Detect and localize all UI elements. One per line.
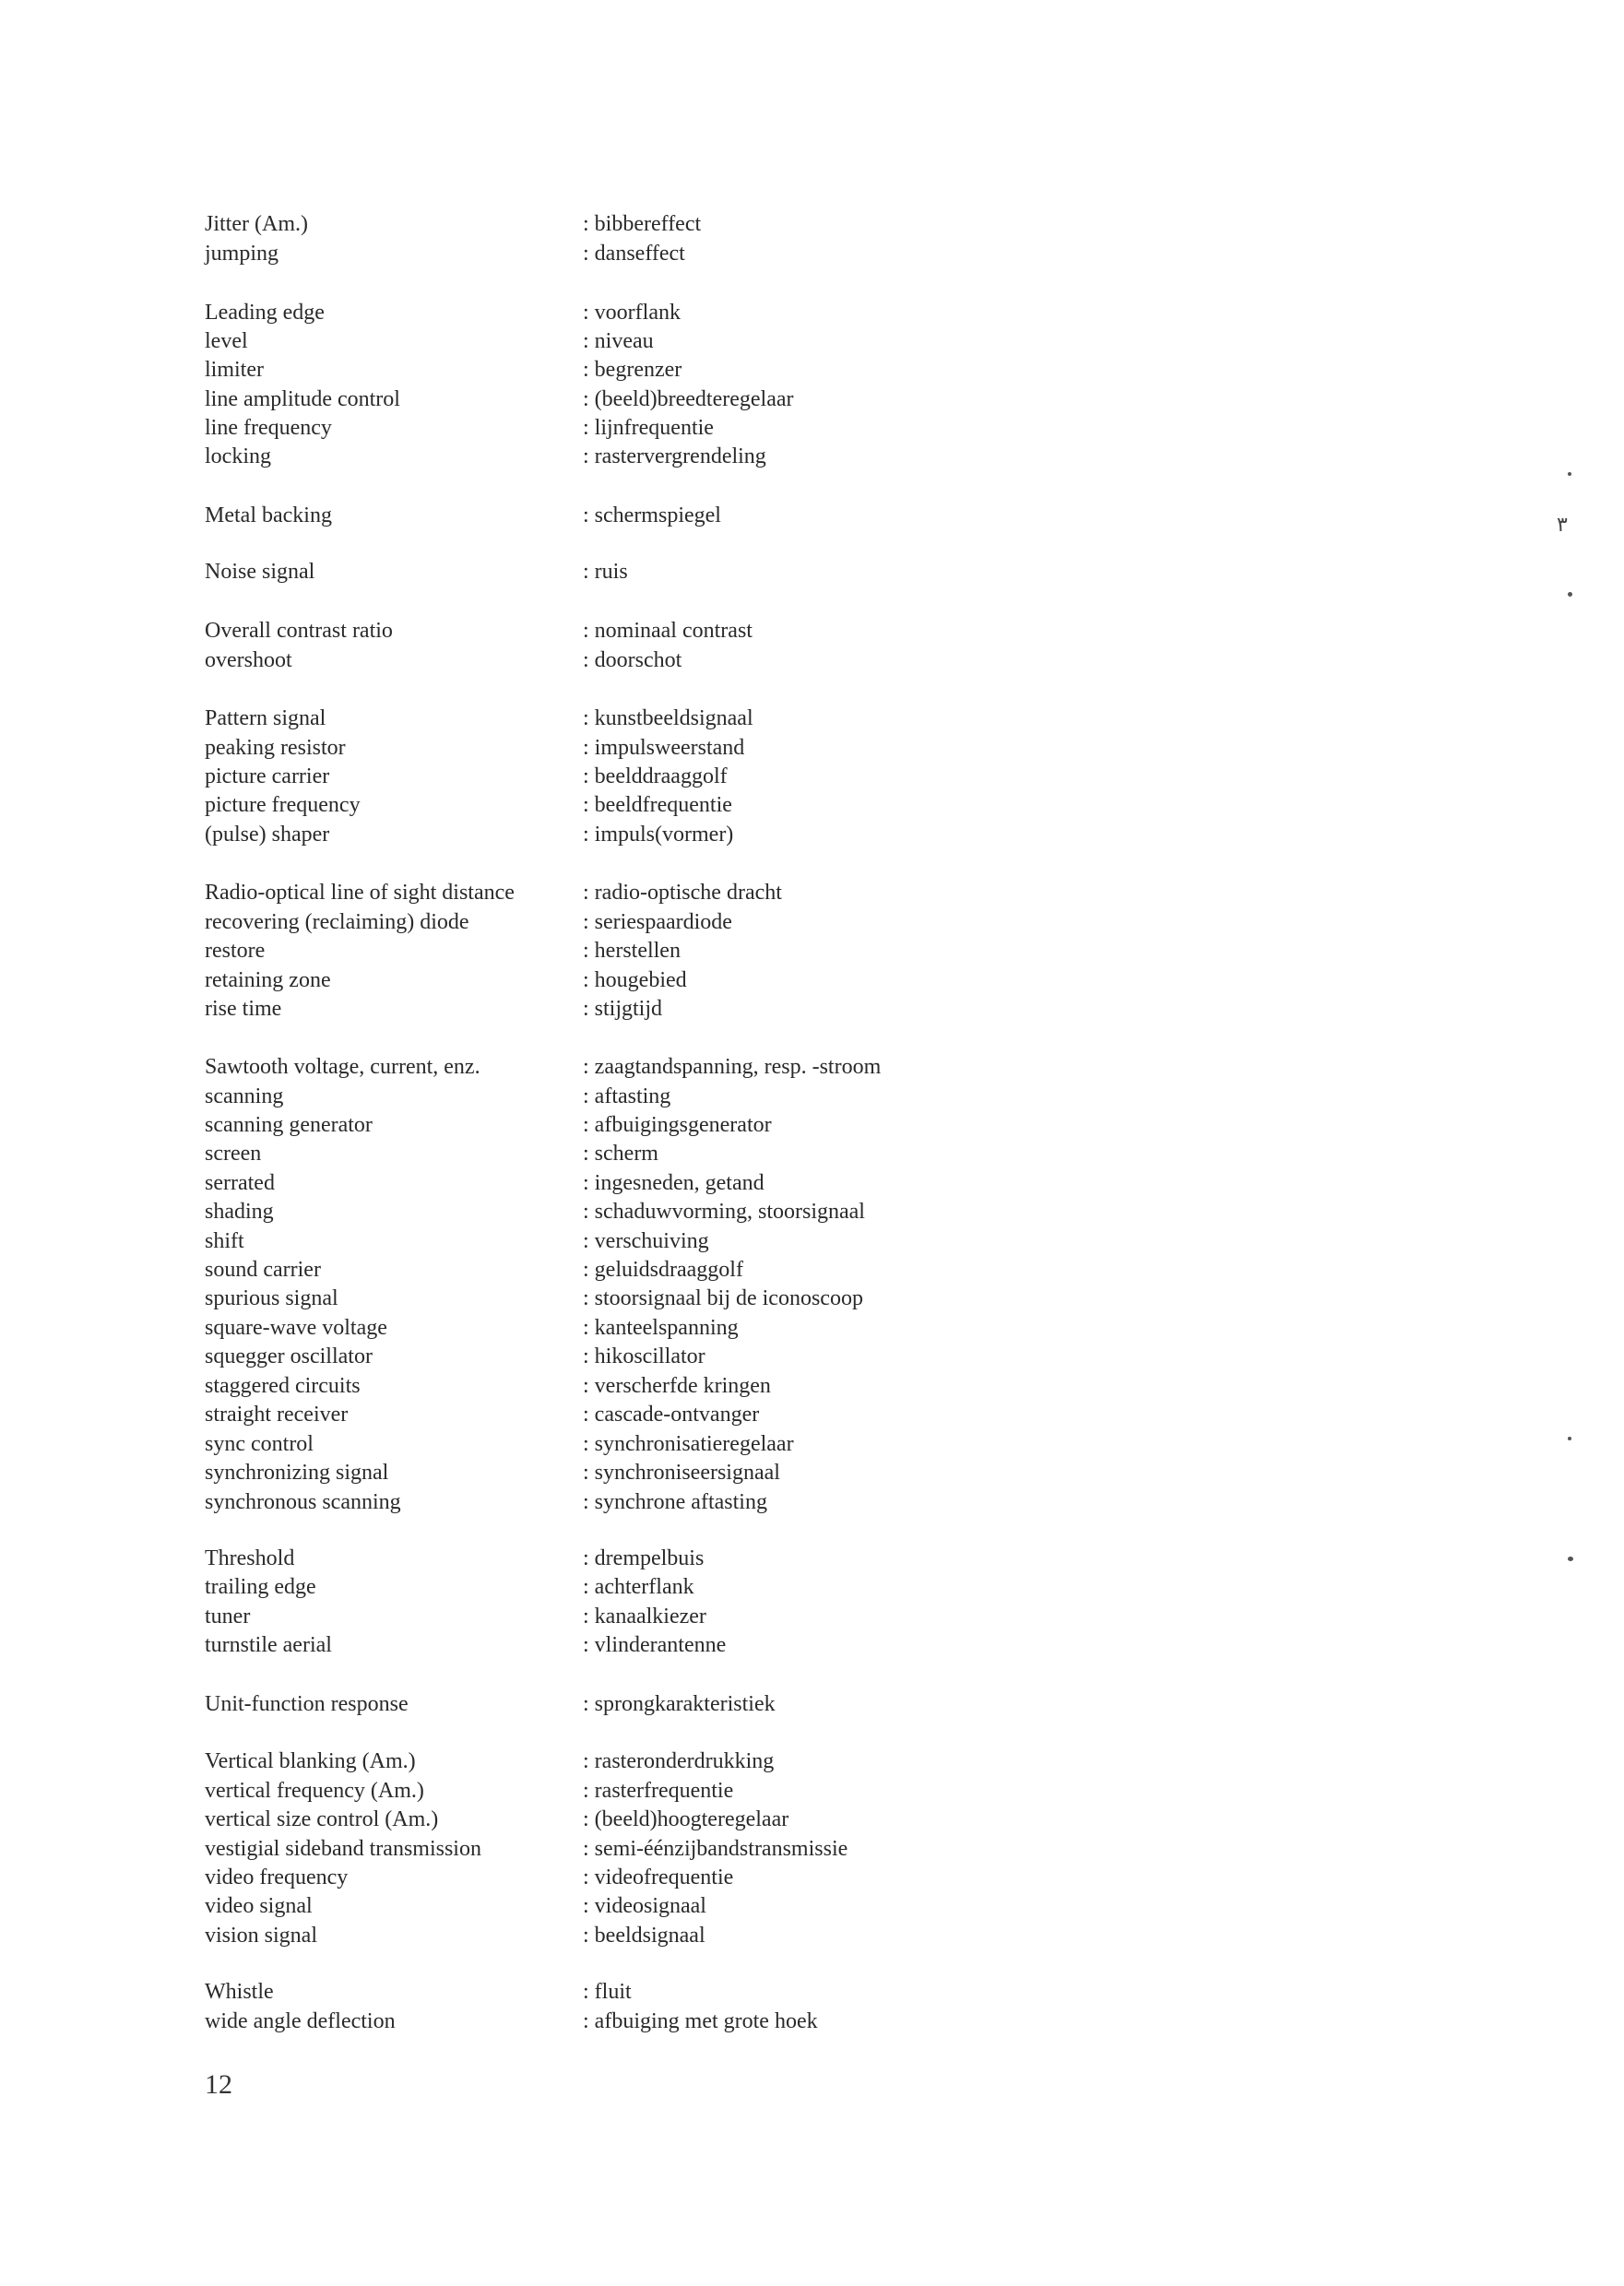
entry-term: trailing edge [205, 1575, 316, 1599]
entry-term: restore [205, 939, 266, 963]
glossary-entry [0, 1285, 1624, 1312]
entry-definition: : synchrone aftasting [583, 1490, 767, 1514]
entry-definition: : cascade-ontvanger [583, 1403, 760, 1427]
glossary-entry [0, 1198, 1624, 1226]
glossary-entry [0, 705, 1624, 732]
entry-definition: : geluidsdraaggolf [583, 1258, 743, 1282]
entry-definition: : ingesneden, getand [583, 1171, 765, 1195]
glossary-entry [0, 502, 1624, 529]
entry-term: Jitter (Am.) [205, 212, 308, 236]
entry-definition: : aftasting [583, 1084, 671, 1108]
entry-term: vertical size control (Am.) [205, 1807, 439, 1831]
entry-definition: : kanaalkiezer [583, 1605, 706, 1629]
glossary-entry [0, 937, 1624, 965]
page-number: 12 [205, 2069, 232, 2100]
glossary-entry [0, 1922, 1624, 1949]
entry-definition: : (beeld)hoogteregelaar [583, 1807, 789, 1831]
entry-definition: : schaduwvorming, stoorsignaal [583, 1200, 865, 1224]
glossary-entry [0, 210, 1624, 238]
entry-definition: : drempelbuis [583, 1546, 705, 1570]
entry-definition: : herstellen [583, 939, 681, 963]
glossary-entry [0, 966, 1624, 994]
entry-definition: : fluit [583, 1980, 632, 2004]
glossary-entry [0, 821, 1624, 848]
entry-term: squegger oscillator [205, 1344, 373, 1368]
glossary-entry [0, 240, 1624, 267]
glossary-entry [0, 327, 1624, 355]
entry-definition: : doorschot [583, 648, 682, 672]
entry-definition: : videofrequentie [583, 1866, 734, 1889]
entry-definition: : afbuiging met grote hoek [583, 2009, 818, 2033]
speck-mark [1568, 472, 1571, 476]
entry-definition: : afbuigingsgenerator [583, 1113, 772, 1137]
entry-definition: : semi-éénzijbandstransmissie [583, 1837, 848, 1861]
entry-definition: : ruis [583, 560, 628, 584]
entry-term: picture frequency [205, 793, 361, 817]
glossary-entry [0, 1083, 1624, 1110]
entry-term: Whistle [205, 1980, 274, 2004]
entry-term: Overall contrast ratio [205, 619, 393, 643]
entry-term: line amplitude control [205, 387, 400, 411]
entry-term: Unit-function response [205, 1692, 409, 1716]
glossary-entry [0, 1227, 1624, 1255]
entry-term: limiter [205, 358, 264, 382]
entry-definition: : rasterfrequentie [583, 1779, 734, 1803]
glossary-entry [0, 646, 1624, 674]
entry-term: screen [205, 1142, 262, 1166]
glossary-entry [0, 558, 1624, 586]
glossary-entry [0, 1978, 1624, 2006]
glossary-entry [0, 1401, 1624, 1428]
entry-definition: : rasteronderdrukking [583, 1749, 775, 1773]
glossary-entry [0, 995, 1624, 1023]
entry-term: sync control [205, 1432, 314, 1456]
glossary-entry [0, 356, 1624, 384]
glossary-entry [0, 385, 1624, 413]
entry-term: Vertical blanking (Am.) [205, 1749, 416, 1773]
entry-term: vision signal [205, 1924, 318, 1948]
glossary-entry [0, 1459, 1624, 1486]
entry-definition: : beeldfrequentie [583, 793, 732, 817]
entry-definition: : voorflank [583, 301, 681, 325]
entry-definition: : radio-optische dracht [583, 881, 782, 905]
glossary-entry [0, 1430, 1624, 1458]
glossary-entry [0, 299, 1624, 326]
glossary-entry [0, 617, 1624, 645]
entry-term: line frequency [205, 416, 332, 440]
entry-definition: : kunstbeeldsignaal [583, 706, 753, 730]
entry-definition: : hikoscillator [583, 1344, 705, 1368]
glossary-entry [0, 908, 1624, 936]
entry-definition: : beeldsignaal [583, 1924, 705, 1948]
entry-term: vestigial sideband transmission [205, 1837, 481, 1861]
glossary-entry [0, 879, 1624, 906]
entry-term: shift [205, 1229, 244, 1253]
entry-term: peaking resistor [205, 736, 346, 760]
entry-term: Noise signal [205, 560, 315, 584]
entry-definition: : schermspiegel [583, 503, 721, 527]
entry-term: turnstile aerial [205, 1633, 332, 1657]
entry-term: scanning generator [205, 1113, 373, 1137]
entry-definition: : stijgtijd [583, 997, 663, 1021]
glossary-entry [0, 1256, 1624, 1284]
glossary-entry [0, 763, 1624, 790]
margin-mark: ٣ [1557, 513, 1568, 536]
entry-definition: : synchroniseersignaal [583, 1461, 780, 1485]
entry-definition: : verschuiving [583, 1229, 709, 1253]
glossary-entry [0, 791, 1624, 819]
entry-definition: : kanteelspanning [583, 1316, 739, 1340]
entry-definition: : niveau [583, 329, 654, 353]
entry-term: video signal [205, 1894, 313, 1918]
entry-definition: : nominaal contrast [583, 619, 753, 643]
entry-term: shading [205, 1200, 274, 1224]
glossary-entry [0, 1372, 1624, 1400]
entry-term: tuner [205, 1605, 251, 1629]
entry-definition: : impulsweerstand [583, 736, 745, 760]
entry-definition: : rastervergrendeling [583, 444, 766, 468]
entry-term: sound carrier [205, 1258, 321, 1282]
entry-definition: : synchronisatieregelaar [583, 1432, 794, 1456]
entry-term: spurious signal [205, 1286, 338, 1310]
entry-term: overshoot [205, 648, 292, 672]
entry-definition: : danseffect [583, 242, 685, 266]
entry-term: square-wave voltage [205, 1316, 387, 1340]
glossary-entry [0, 443, 1624, 470]
entry-term: retaining zone [205, 968, 331, 992]
glossary-entry [0, 1777, 1624, 1805]
speck-mark [1568, 1557, 1573, 1561]
entry-definition: : verscherfde kringen [583, 1374, 771, 1398]
entry-definition: : vlinderantenne [583, 1633, 727, 1657]
entry-term: Sawtooth voltage, current, enz. [205, 1055, 480, 1079]
glossary-entry [0, 1314, 1624, 1342]
entry-definition: : lijnfrequentie [583, 416, 714, 440]
speck-mark [1568, 1437, 1571, 1440]
entry-term: synchronizing signal [205, 1461, 389, 1485]
entry-definition: : impuls(vormer) [583, 823, 734, 847]
entry-term: Leading edge [205, 301, 325, 325]
entry-definition: : (beeld)breedteregelaar [583, 387, 794, 411]
entry-term: scanning [205, 1084, 284, 1108]
entry-term: recovering (reclaiming) diode [205, 910, 469, 934]
entry-term: (pulse) shaper [205, 823, 330, 847]
entry-definition: : seriespaardiode [583, 910, 732, 934]
entry-term: Pattern signal [205, 706, 326, 730]
entry-definition: : videosignaal [583, 1894, 706, 1918]
entry-term: jumping [205, 242, 279, 266]
glossary-entry [0, 2008, 1624, 2035]
entry-term: synchronous scanning [205, 1490, 401, 1514]
glossary-entry [0, 1892, 1624, 1920]
entry-definition: : beelddraaggolf [583, 764, 728, 788]
glossary-entry [0, 414, 1624, 442]
entry-term: level [205, 329, 248, 353]
entry-term: staggered circuits [205, 1374, 361, 1398]
entry-term: vertical frequency (Am.) [205, 1779, 424, 1803]
entry-term: rise time [205, 997, 282, 1021]
speck-mark [1568, 592, 1572, 597]
glossary-entry [0, 1864, 1624, 1891]
entry-term: picture carrier [205, 764, 330, 788]
entry-definition: : stoorsignaal bij de iconoscoop [583, 1286, 863, 1310]
entry-term: Metal backing [205, 503, 332, 527]
entry-term: Threshold [205, 1546, 295, 1570]
glossary-entry [0, 1111, 1624, 1139]
glossary-entry [0, 1835, 1624, 1863]
entry-term: serrated [205, 1171, 275, 1195]
entry-definition: : sprongkarakteristiek [583, 1692, 776, 1716]
entry-term: locking [205, 444, 271, 468]
glossary-entry [0, 1140, 1624, 1167]
glossary-entry [0, 1690, 1624, 1718]
glossary-entry [0, 1053, 1624, 1081]
entry-definition: : hougebied [583, 968, 687, 992]
entry-definition: : scherm [583, 1142, 658, 1166]
entry-definition: : zaagtandspanning, resp. -stroom [583, 1055, 882, 1079]
glossary-entry [0, 1631, 1624, 1659]
glossary-entry [0, 1573, 1624, 1601]
glossary-entry [0, 1806, 1624, 1833]
entry-definition: : achterflank [583, 1575, 694, 1599]
entry-term: Radio-optical line of sight distance [205, 881, 515, 905]
glossary-entry [0, 1488, 1624, 1516]
entry-definition: : bibbereffect [583, 212, 702, 236]
glossary-entry [0, 1603, 1624, 1630]
glossary-entry [0, 734, 1624, 762]
entry-term: video frequency [205, 1866, 349, 1889]
entry-term: straight receiver [205, 1403, 349, 1427]
entry-term: wide angle deflection [205, 2009, 396, 2033]
glossary-entry [0, 1545, 1624, 1572]
entry-definition: : begrenzer [583, 358, 682, 382]
glossary-entry [0, 1747, 1624, 1775]
glossary-entry [0, 1169, 1624, 1197]
glossary-entry [0, 1343, 1624, 1370]
